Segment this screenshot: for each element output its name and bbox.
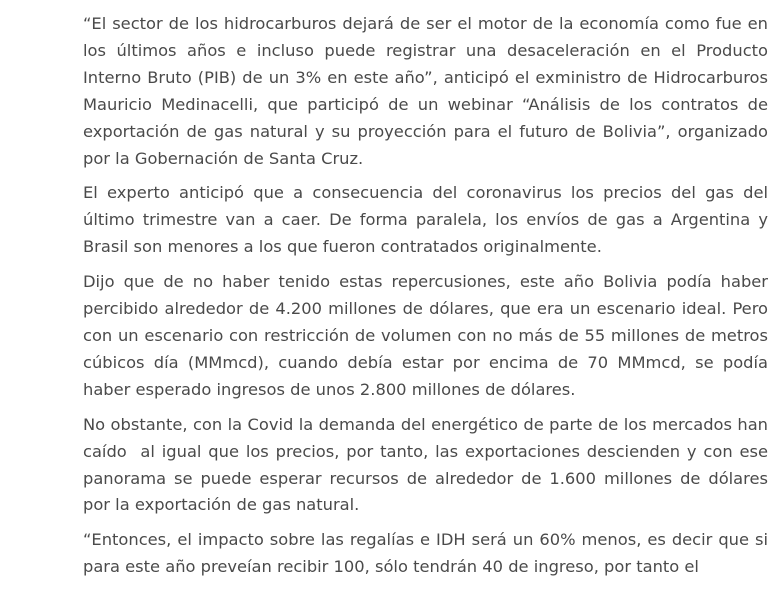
article-paragraph: No obstante, con la Covid la demanda del energético de parte de los mercados han caído al igual que los precios, por tanto, las exportaciones descienden y con ese panorama se puede esperar recursos de alrededor de 1.600 millones de dólares por la exportación de gas natural. [83, 414, 774, 515]
article-paragraph: Dijo que de no haber tenido estas repercusiones, este año Bolivia podía haber percibido alrededor de 4.200 millones de dólares, que era un escenario ideal. Pero con un escenario con restricción de volumen con no más de 55 millones de metros cúbicos día (MMmcd), cuando debía estar por encima de 70 MMmcd, se podía haber esperado ingresos de unos 2.800 millones de dólares. [83, 272, 774, 399]
article-body [83, 11, 774, 589]
article-paragraph: “Entonces, el impacto sobre las regalías e IDH será un 60% menos, es decir que si para este año preveían recibir 100, sólo tendrán 40 de ingreso, por tanto el [83, 530, 774, 577]
article-paragraph: El experto anticipó que a consecuencia del coronavirus los precios del gas del último trimestre van a caer. De forma paralela, los envíos de gas a Argentina y Brasil son menores a los que fueron contratados originalmente. [83, 183, 774, 257]
article-paragraph: “El sector de los hidrocarburos dejará de ser el motor de la economía como fue en los últimos años e incluso puede registrar una desaceleración en el Producto Interno Bruto (PIB) de un 3% en este año”, anticipó el exministro de Hidrocarburos Mauricio Medinacelli, que participó de un webinar “Análisis de los contratos de exportación de gas natural y su proyección para el futuro de Bolivia”, organizado por la Gobernación de Santa Cruz. [83, 14, 774, 168]
